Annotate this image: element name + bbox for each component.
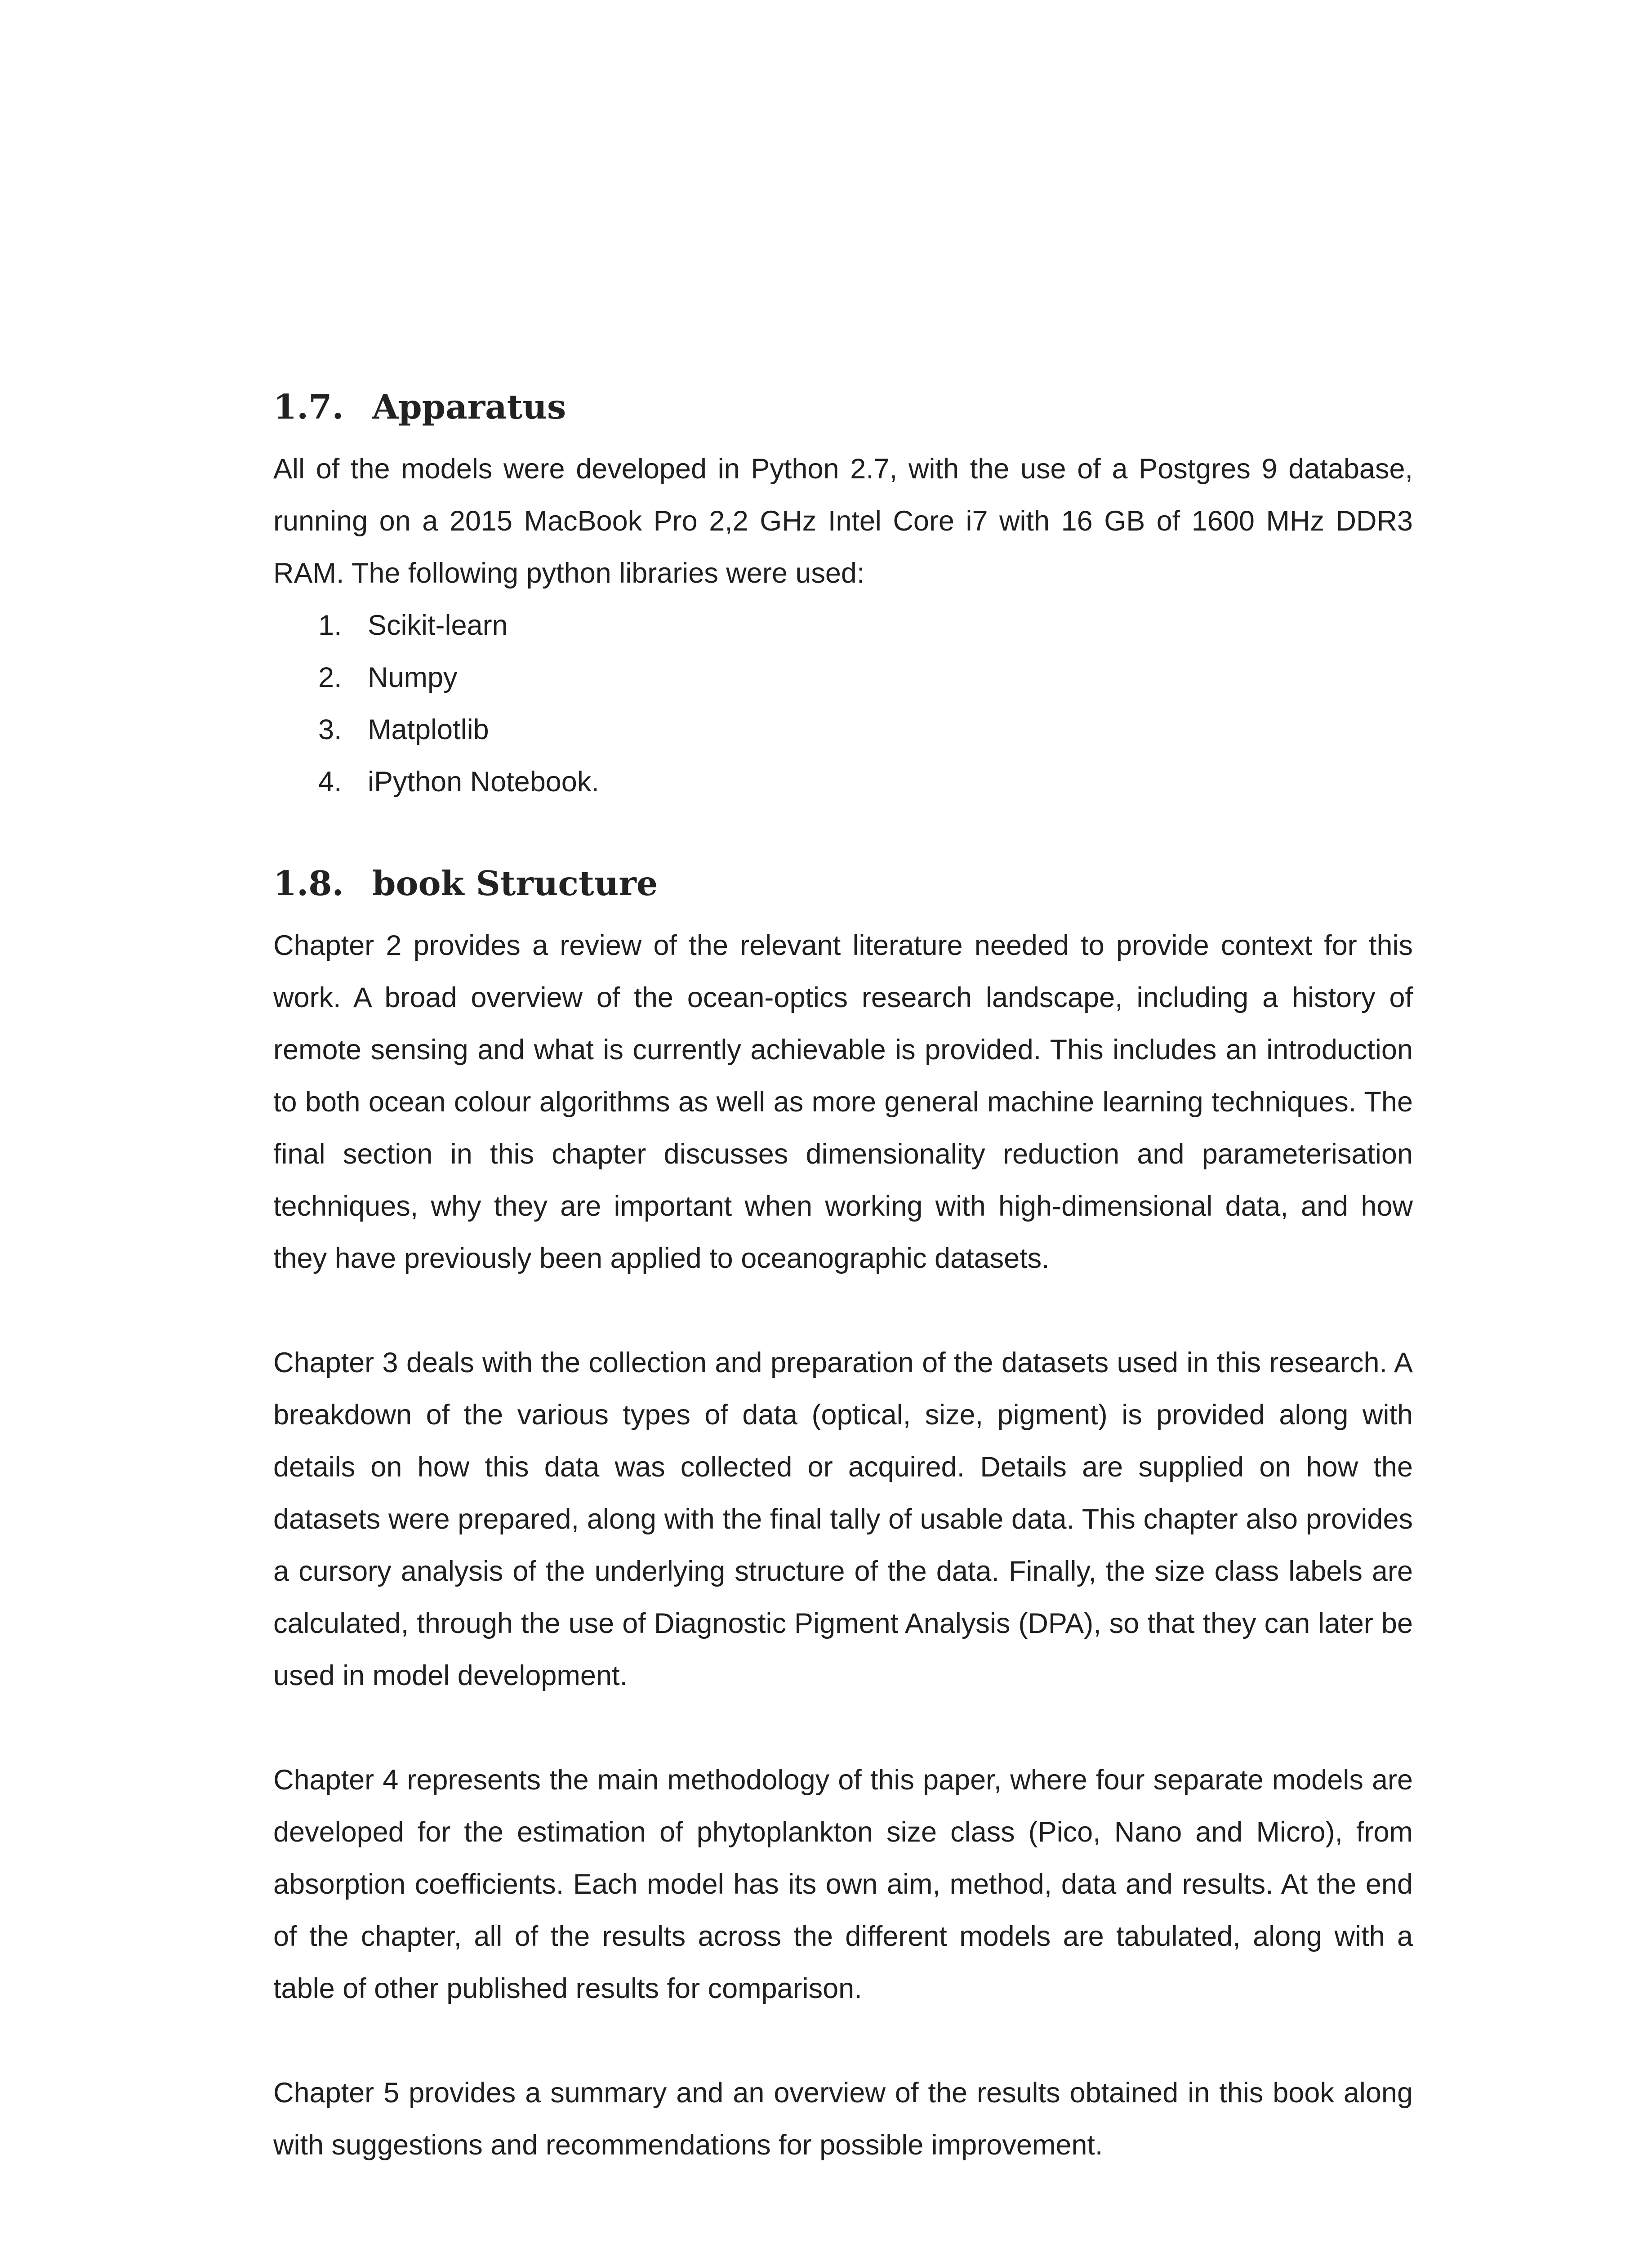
list-item-text: iPython Notebook. bbox=[368, 766, 599, 798]
list-item bbox=[273, 651, 1413, 704]
list-item-text: Scikit-learn bbox=[368, 610, 508, 641]
list-item-text: Matplotlib bbox=[368, 714, 489, 745]
chapter-4-paragraph: Chapter 4 represents the main methodology of this paper, where four separate models are developed for the estimation of phytoplankton size class (Pico, Nano and Micro), from absorption coefficients. Each model has its own aim, method, data and results. At the end of the chapter, all of the results across the different models are tabulated, along with a table of other published results for comparison. bbox=[273, 1764, 1413, 2004]
python-libraries-list bbox=[273, 599, 1413, 808]
list-marker: 2. bbox=[318, 662, 342, 693]
list-item bbox=[273, 704, 1413, 756]
list-item bbox=[273, 756, 1413, 808]
list-marker: 1. bbox=[318, 610, 342, 641]
paragraph-spacer bbox=[273, 2015, 1413, 2067]
list-item bbox=[273, 599, 1413, 651]
paragraph-spacer bbox=[273, 1702, 1413, 1754]
list-marker: 4. bbox=[318, 766, 342, 798]
list-marker: 3. bbox=[318, 714, 342, 745]
page-content bbox=[273, 384, 1413, 2171]
section-title: book Structure bbox=[372, 864, 658, 903]
paragraph-spacer bbox=[273, 1285, 1413, 1337]
section-number: 1.7. bbox=[273, 387, 344, 427]
chapter-5-paragraph: Chapter 5 provides a summary and an overview of the results obtained in this book along with suggestions and recommendations for possible improvement. bbox=[273, 2077, 1413, 2161]
chapter-2-paragraph: Chapter 2 provides a review of the relevant literature needed to provide context for this work. A broad overview of the ocean-optics research landscape, including a history of remote sensing and what is currently achievable is provided. This includes an introduction to both ocean colour algorithms as well as more general machine learning techniques. The final section in this chapter discusses dimensionality reduction and parameterisation techniques, why they are important when working with high-dimensional data, and how they have previously been applied to oceanographic datasets. bbox=[273, 930, 1413, 1274]
apparatus-intro-paragraph: All of the models were developed in Python 2.7, with the use of a Postgres 9 database, running on a 2015 MacBook Pro 2,2 GHz Intel Core i7 with 16 GB of 1600 MHz DDR3 RAM. The following python libraries were used: bbox=[273, 453, 1413, 589]
section-heading-book-structure bbox=[273, 861, 1413, 906]
chapter-3-paragraph: Chapter 3 deals with the collection and preparation of the datasets used in this research. A breakdown of the various types of data (optical, size, pigment) is provided along with details on how this data was collected or acquired. Details are supplied on how the datasets were prepared, along with the final tally of usable data. This chapter also provides a cursory analysis of the underlying structure of the data. Finally, the size class labels are calculated, through the use of Diagnostic Pigment Analysis (DPA), so that they can later be used in model development. bbox=[273, 1347, 1413, 1691]
list-item-text: Numpy bbox=[368, 662, 458, 693]
section-spacer bbox=[273, 808, 1413, 861]
section-number: 1.8. bbox=[273, 864, 344, 903]
section-title: Apparatus bbox=[372, 387, 566, 427]
section-heading-apparatus bbox=[273, 384, 1413, 429]
